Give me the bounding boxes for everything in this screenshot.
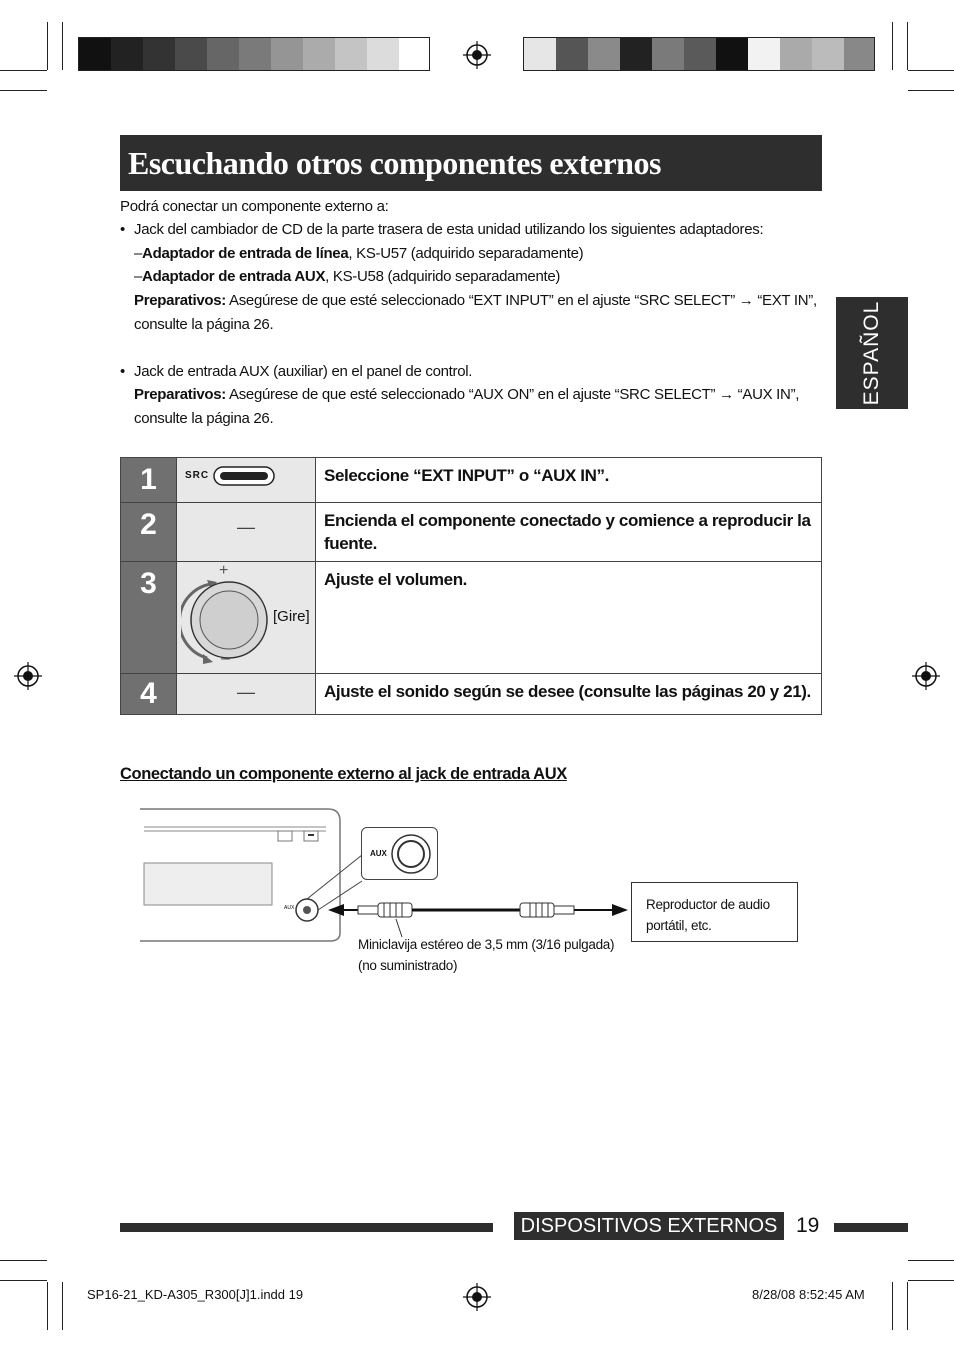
bullet-dot: • — [120, 221, 125, 238]
step-instruction: Seleccione “EXT INPUT” o “AUX IN”. — [316, 458, 822, 503]
crop-mark — [908, 1260, 954, 1261]
crop-mark — [62, 22, 63, 70]
prep-label: Preparativos: — [134, 386, 226, 403]
crop-mark — [0, 1260, 47, 1261]
registration-mark-icon — [463, 41, 491, 69]
crop-mark — [892, 1282, 893, 1330]
crop-mark — [0, 90, 47, 91]
player-label-line-1: Reproductor de audio — [646, 897, 770, 912]
color-bar-right — [523, 37, 875, 71]
registration-mark-icon — [14, 662, 42, 690]
crop-mark — [892, 22, 893, 70]
crop-mark — [908, 1280, 954, 1281]
adapter-2-name: Adaptador de entrada AUX — [142, 268, 326, 285]
volume-minus: – — [221, 650, 230, 667]
prep-line-1 — [134, 289, 817, 313]
step-instruction: Ajuste el sonido según se desee (consulte las páginas 20 y 21). — [316, 674, 822, 715]
turn-label: [Gire] — [273, 608, 310, 625]
step-row — [121, 674, 822, 715]
crop-mark — [908, 90, 954, 91]
aux-jack-callout — [361, 827, 438, 880]
step-icon-cell — [177, 674, 316, 715]
step-icon-cell — [177, 562, 316, 674]
prep-1-text: Asegúrese de que esté seleccionado “EXT INPUT” en el ajuste “SRC SELECT” → “EXT IN”, — [225, 292, 817, 309]
adapter-line-2: –Adaptador de entrada AUX, KS-U58 (adquirido separadamente) — [134, 268, 561, 285]
step-row — [121, 562, 822, 674]
crop-mark — [0, 70, 47, 71]
registration-mark-icon — [912, 662, 940, 690]
no-icon-dash: — — [237, 517, 255, 537]
slug-datetime: 8/28/08 8:52:45 AM — [752, 1287, 865, 1302]
src-label: SRC — [185, 470, 210, 481]
adapter-line-1: –Adaptador de entrada de línea, KS-U57 (adquirido separadamente) — [134, 245, 584, 262]
step-icon-cell — [177, 503, 316, 562]
step-row — [121, 503, 822, 562]
step-number: 4 — [121, 674, 177, 715]
crop-mark — [62, 1282, 63, 1330]
intro-bullet-2: Jack de entrada AUX (auxiliar) en el panel de control. — [134, 363, 473, 380]
no-icon-dash: — — [237, 682, 255, 702]
volume-plus: + — [219, 562, 229, 579]
step-instruction: Ajuste el volumen. — [316, 562, 822, 674]
page-number: 19 — [796, 1214, 820, 1237]
footer-section-label: DISPOSITIVOS EXTERNOS — [514, 1212, 784, 1240]
slug-filename: SP16-21_KD-A305_R300[J]1.indd 19 — [87, 1287, 304, 1302]
footer-bar-right — [834, 1223, 908, 1232]
intro-bullet-1: Jack del cambiador de CD de la parte trasera de esta unidad utilizando los siguientes adaptadores: — [134, 221, 764, 238]
crop-mark — [908, 70, 954, 71]
crop-mark — [47, 1282, 48, 1330]
crop-mark — [47, 22, 48, 70]
color-bar-left — [78, 37, 430, 71]
step-row — [121, 458, 822, 503]
step-number: 1 — [121, 458, 177, 503]
step-icon-cell — [177, 458, 316, 503]
src-button-icon — [213, 465, 275, 487]
plug-caption-line-1: Miniclavija estéreo de 3,5 mm (3/16 pulgada) — [358, 937, 615, 952]
portable-player-box — [631, 882, 798, 942]
aux-jack-icon — [390, 833, 432, 875]
intro-lead: Podrá conectar un componente externo a: — [120, 198, 389, 215]
step-number: 3 — [121, 562, 177, 674]
prep-1-continuation: consulte la página 26. — [134, 316, 274, 333]
footer-bar-left — [120, 1223, 493, 1232]
bullet-dot: • — [120, 363, 125, 380]
plug-caption-line-2: (no suministrado) — [358, 958, 458, 973]
step-number: 2 — [121, 503, 177, 562]
aux-label: AUX — [370, 849, 387, 858]
language-tab — [836, 297, 908, 409]
section-heading: Conectando un componente externo al jack de entrada AUX — [120, 765, 567, 783]
player-label-line-2: portátil, etc. — [646, 918, 712, 933]
prep-2-continuation: consulte la página 26. — [134, 410, 274, 427]
prep-label: Preparativos: — [134, 292, 226, 309]
step-instruction: Encienda el componente conectado y comience a reproducir la fuente. — [316, 503, 822, 562]
adapter-2-detail: , KS-U58 (adquirido separadamente) — [325, 268, 561, 285]
steps-table — [120, 457, 822, 715]
registration-mark-icon — [463, 1283, 491, 1311]
adapter-1-name: Adaptador de entrada de línea — [142, 245, 349, 262]
crop-mark — [0, 1280, 47, 1281]
adapter-1-detail: , KS-U57 (adquirido separadamente) — [348, 245, 584, 262]
prep-2-text: Asegúrese de que esté seleccionado “AUX ON” en el ajuste “SRC SELECT” → “AUX IN”, — [225, 386, 800, 403]
page-title: Escuchando otros componentes externos — [120, 135, 822, 191]
language-tab-label: ESPAÑOL — [860, 300, 883, 406]
crop-mark — [907, 1282, 908, 1330]
aux-small-label: AUX — [284, 905, 295, 911]
prep-line-2 — [134, 383, 799, 407]
crop-mark — [907, 22, 908, 70]
